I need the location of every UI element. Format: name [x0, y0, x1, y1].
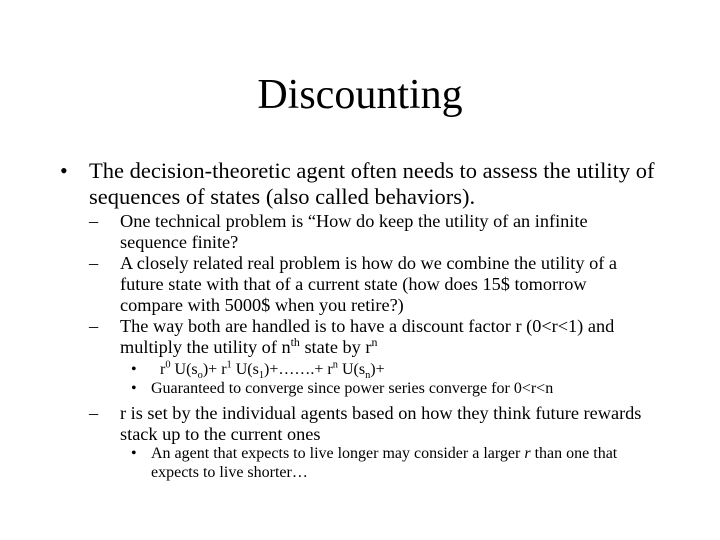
- bullet-main: [60, 158, 660, 210]
- dash-icon: –: [89, 253, 99, 273]
- sub-bullet-2: [89, 253, 649, 316]
- dash-icon: –: [89, 316, 99, 336]
- sub-bullet-3: [89, 316, 649, 358]
- formula-text: $r^0$ $U(s_o)+ r^1$ $U(s_1)+\dots\dots.+ r^n$ $U(s_n)+$: [160, 359, 385, 382]
- sub-bullet-4-text: r is set by the individual agents based on how they think future rewards stack up to the current ones: [120, 403, 642, 444]
- bullet-main-text: The decision-theoretic agent often needs to assess the utility of sequences of states (also called behaviors).: [89, 158, 655, 209]
- sub-bullet-4: [89, 403, 649, 445]
- sub-bullet-2-text: A closely related real problem is how do we combine the utility of a future state with that of a current state (how does 15$ tomorrow compare with 5000$ when you retire?): [120, 253, 618, 315]
- dot-icon: •: [131, 361, 137, 378]
- agent-text: An agent that expects to live longer may consider a larger r than one that expects to live shorter…: [151, 445, 618, 481]
- dash-icon: –: [89, 403, 99, 423]
- converge-bullet: [131, 379, 651, 398]
- dash-icon: –: [89, 211, 99, 231]
- agent-bullet: [131, 444, 651, 482]
- sub-bullet-1: [89, 211, 649, 253]
- formula-bullet: [131, 359, 651, 382]
- dot-icon: •: [131, 445, 137, 462]
- slide-title: Discounting: [257, 72, 463, 118]
- sub-bullet-3-text: The way both are handled is to have a discount factor r (0<r<1) and multiply the utility of $n^{th}$ state by $r^n$: [120, 316, 615, 357]
- converge-text: Guaranteed to converge since power series converge for 0<r<n: [151, 380, 554, 397]
- sub-bullet-1-text: One technical problem is “How do keep the utility of an infinite sequence finite?: [120, 211, 588, 252]
- bullet-icon: •: [60, 158, 68, 183]
- dot-icon: •: [131, 380, 137, 397]
